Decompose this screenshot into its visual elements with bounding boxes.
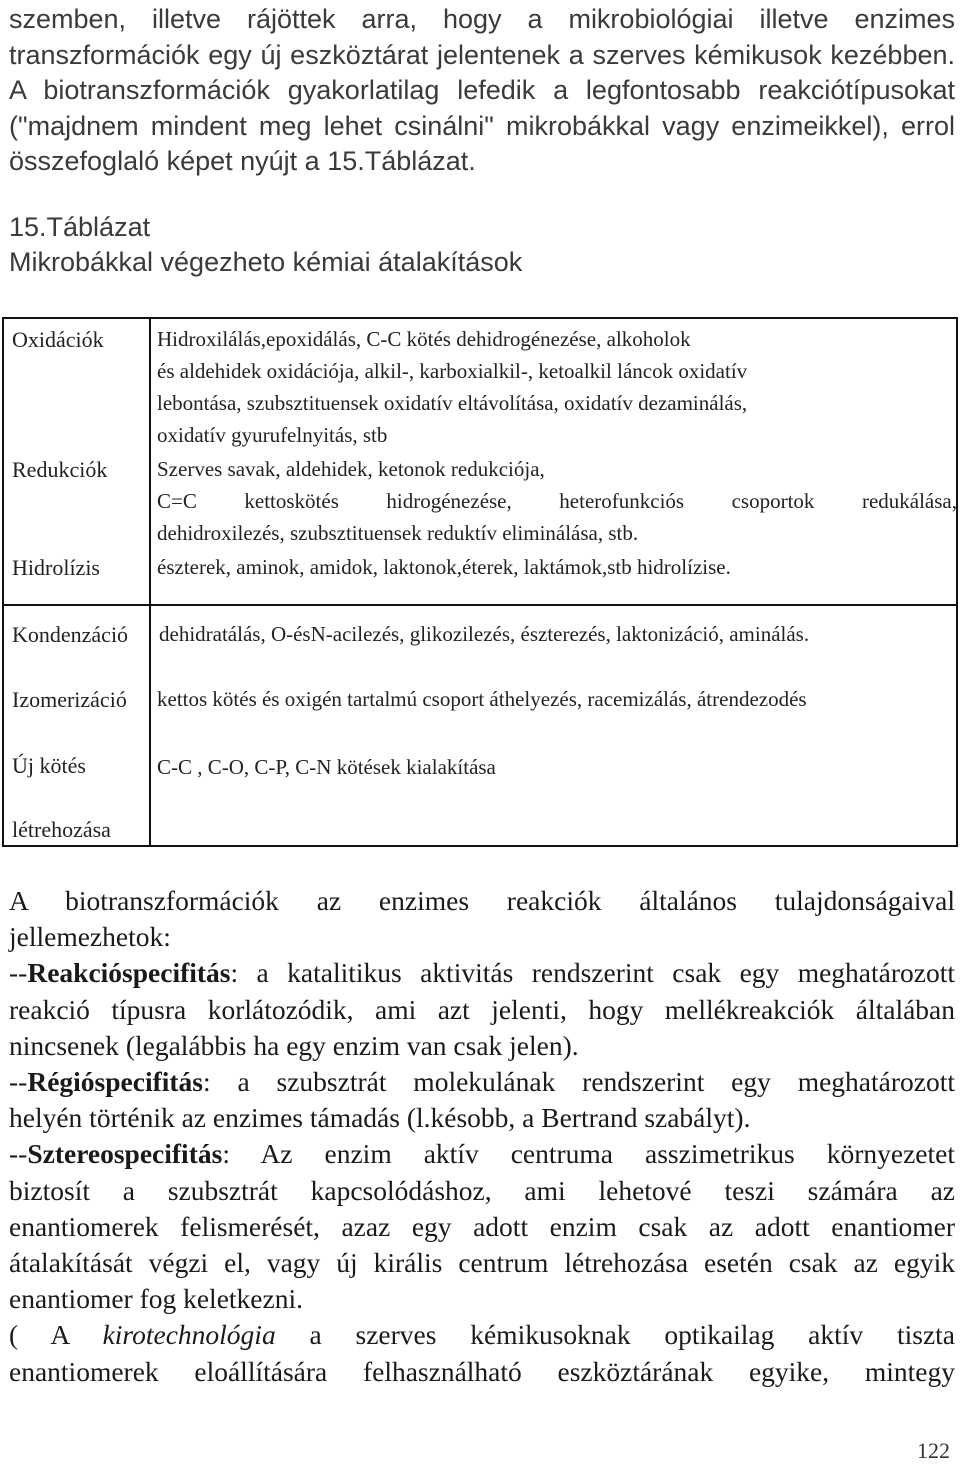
row-divider bbox=[4, 604, 956, 606]
category-new-bond-line2: létrehozása bbox=[12, 817, 111, 842]
line-rest: : a katalitikus aktivitás rendszerint csak egy meghatározott bbox=[230, 957, 955, 989]
body-line: enantiomerek felismerését, azaz egy adott enzim csak az adott enantiomer bbox=[9, 1210, 955, 1242]
isomerization-description: kettos kötés és oxigén tartalmú csoport áthelyezés, racemizálás, átrendezodés bbox=[157, 687, 807, 711]
table-caption bbox=[9, 210, 522, 280]
line-open: ( A bbox=[9, 1319, 103, 1351]
intro-line: transzformációk egy új eszköztárat jelentenek a szerves kémikusok kezébben. bbox=[9, 39, 955, 70]
line-rest: : Az enzim aktív centruma asszimetrikus környezetet bbox=[222, 1138, 955, 1170]
body-line: átalakítását végzi el, vagy új királis centrum létrehozása esetén csak az egyik bbox=[9, 1247, 955, 1279]
category-new-bond-line1: Új kötés bbox=[12, 753, 86, 778]
transformations-table bbox=[2, 317, 958, 847]
term-chirotechnology: kirotechnológia bbox=[102, 1319, 276, 1351]
intro-line: összefoglaló képet nyújt a 15.Táblázat. bbox=[9, 146, 476, 176]
table-number: 15.Táblázat bbox=[9, 212, 151, 242]
body-paragraphs bbox=[9, 883, 955, 1390]
new-bond-description: C-C , C-O, C-P, C-N kötések kialakítása bbox=[157, 755, 496, 779]
line-rest: a szerves kémikusoknak optikailag aktív tiszta bbox=[275, 1319, 955, 1351]
desc-line: Szerves savak, aldehidek, ketonok redukciója, bbox=[157, 457, 545, 481]
page-number: 122 bbox=[917, 1438, 950, 1463]
term-reaction-specificity: Reakcióspecifitás bbox=[27, 957, 231, 989]
oxidation-description bbox=[157, 323, 747, 451]
dash: -- bbox=[9, 1066, 28, 1098]
column-divider bbox=[149, 319, 151, 845]
desc-line: C=C kettoskötés hidrogénezése, heterofunkciós csoportok redukálása, bbox=[157, 489, 957, 513]
body-line: helyén történik az enzimes támadás (l.késobb, a Bertrand szabályt). bbox=[9, 1102, 751, 1134]
table-title: Mikrobákkal végezheto kémiai átalakítások bbox=[9, 247, 523, 277]
reduction-description bbox=[157, 453, 957, 549]
desc-line: és aldehidek oxidációja, alkil-, karboxialkil-, ketoalkil láncok oxidatív bbox=[157, 359, 748, 383]
body-line: jellemezhetok: bbox=[9, 921, 171, 953]
category-reduction: Redukciók bbox=[12, 457, 108, 482]
hydrolysis-description: észterek, aminok, amidok, laktonok,éterek, laktámok,stb hidrolízise. bbox=[157, 555, 731, 579]
body-line: enantiomerek eloállítására felhasználható eszköztárának egyike, mintegy bbox=[9, 1355, 955, 1387]
category-oxidation: Oxidációk bbox=[12, 327, 104, 352]
dash: -- bbox=[9, 1138, 28, 1170]
body-line: reakció típusra korlátozódik, ami azt jelenti, hogy mellékreakciók általában bbox=[9, 993, 955, 1025]
intro-line: ("majdnem mindent meg lehet csinálni" mikrobákkal vagy enzimeikkel), errol bbox=[9, 110, 955, 141]
body-line bbox=[9, 1064, 955, 1100]
condensation-description: dehidratálás, O-ésN-acilezés, glikozilezés, észterezés, laktonizáció, aminálás. bbox=[159, 622, 810, 646]
category-hydrolysis: Hidrolízis bbox=[12, 555, 100, 580]
desc-line: oxidatív gyurufelnyitás, stb bbox=[157, 423, 388, 447]
category-condensation: Kondenzáció bbox=[12, 622, 129, 647]
intro-line: A biotranszformációk gyakorlatilag lefedik a legfontosabb reakciótípusokat bbox=[9, 75, 955, 105]
body-line: nincsenek (legalábbis ha egy enzim van csak jelen). bbox=[9, 1029, 579, 1061]
desc-line: dehidroxilezés, szubsztituensek reduktív eliminálása, stb. bbox=[157, 521, 639, 545]
intro-line: szemben, illetve rájöttek arra, hogy a mikrobiológiai illetve enzimes bbox=[9, 4, 955, 34]
body-line: biztosít a szubsztrát kapcsolódáshoz, ami lehetové teszi számára az bbox=[9, 1174, 955, 1206]
category-isomerization: Izomerizáció bbox=[12, 687, 127, 712]
dash: -- bbox=[9, 957, 28, 989]
intro-paragraph bbox=[9, 2, 955, 180]
body-line: A biotranszformációk az enzimes reakciók általános tulajdonságaival bbox=[9, 885, 955, 916]
desc-line: Hidroxilálás,epoxidálás, C-C kötés dehidrogénezése, alkoholok bbox=[157, 327, 691, 351]
term-regio-specificity: Régióspecifitás bbox=[27, 1066, 203, 1098]
body-line bbox=[9, 1136, 955, 1172]
desc-line: lebontása, szubsztituensek oxidatív eltávolítása, oxidatív dezaminálás, bbox=[157, 391, 748, 415]
body-line bbox=[9, 955, 955, 991]
line-rest: : a szubsztrát molekulának rendszerint egy meghatározott bbox=[203, 1066, 955, 1098]
category-new-bond bbox=[12, 753, 111, 843]
term-stereo-specificity: Sztereospecifitás bbox=[27, 1138, 223, 1170]
body-line bbox=[9, 1317, 955, 1353]
body-line: enantiomer fog keletkezni. bbox=[9, 1283, 303, 1315]
